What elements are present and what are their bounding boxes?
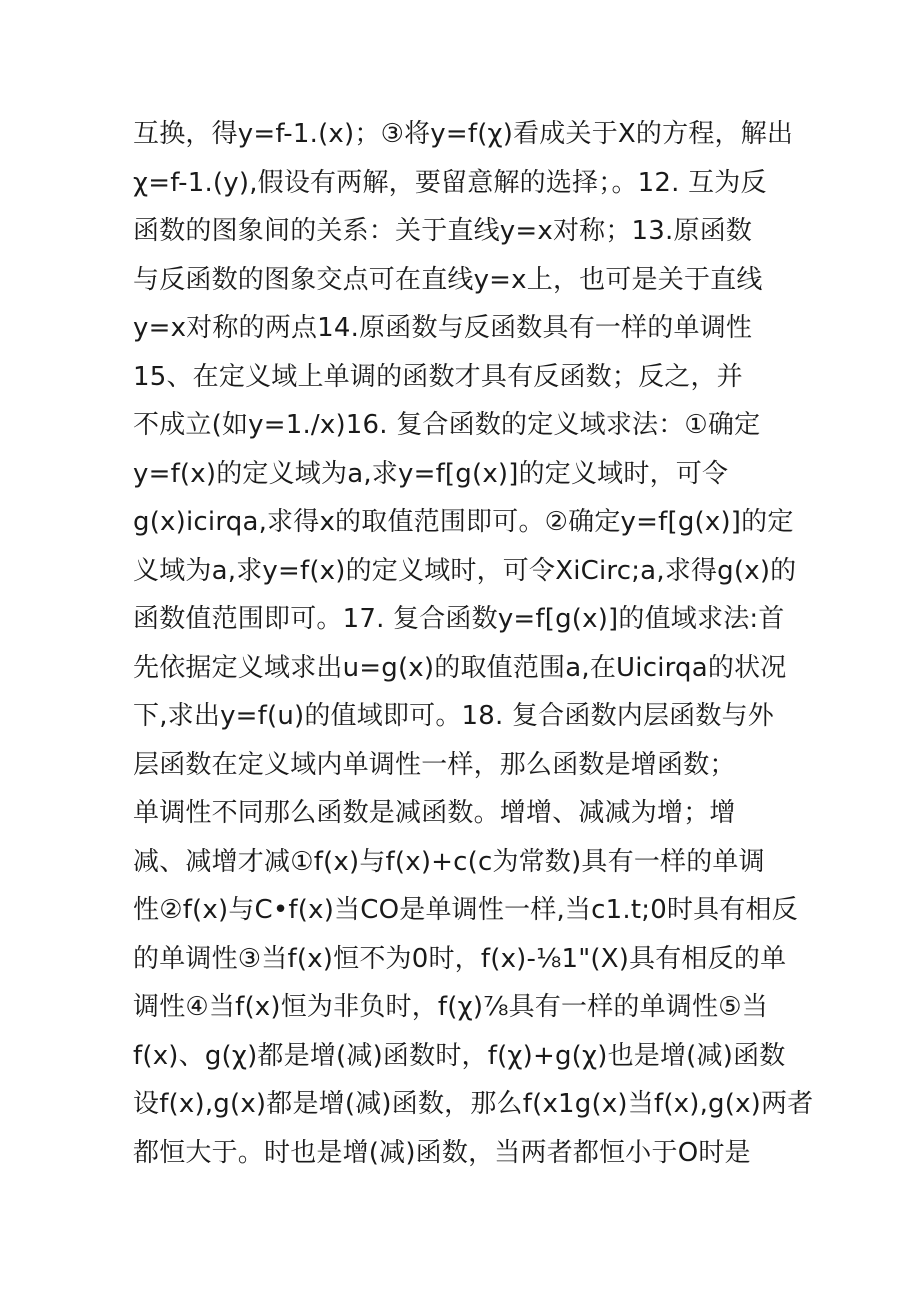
text-line: 互换，得y=f-1.(x)；③将y=f(χ)看成关于X的方程，解出 [133,119,794,149]
text-line: f(x)、g(χ)都是增(减)函数时，f(χ)+g(χ)也是增(减)函数 [133,1040,786,1071]
text-line: χ=f-1.(y),假设有两解，要留意解的选择；。12. 互为反 [133,167,767,198]
text-line: 的单调性③当f(x)恒不为0时，f(x)-⅛1"(X)具有相反的单 [133,943,787,974]
text-line: y=x对称的两点14.原函数与反函数具有一样的单调性 [133,313,753,343]
text-line: 与反函数的图象交点可在直线y=x上，也可是关于直线 [133,264,763,295]
text-line: 设f(x),g(x)都是增(减)函数，那么f(x1g(x)当f(x),g(x)两者 [133,1089,814,1119]
text-line: 层函数在定义域内单调性一样，那么函数是增函数； [133,749,736,780]
text-line: 义域为a,求y=f(x)的定义域时，可令XiCirc;a,求得g(x)的 [133,555,797,586]
text-line: 减、减增才减①f(x)与f(x)+c(c为常数)具有一样的单调 [133,846,765,877]
text-line: g(x)icirqa,求得x的取值范围即可。②确定y=f[g(x)]的定 [133,507,794,537]
text-line: 函数的图象间的关系：关于直线y=x对称；13.原函数 [133,216,753,246]
text-line: 都恒大于。时也是增(减)函数，当两者都恒小于O时是 [133,1137,751,1168]
text-line: 下,求出y=f(u)的值域即可。18. 复合函数内层函数与外 [133,701,774,731]
text-line: 函数值范围即可。17. 复合函数y=f[g(x)]的值域求法:首 [133,604,785,634]
text-line: 单调性不同那么函数是减函数。增增、减减为增；增 [133,798,736,828]
text-line: 性②f(x)与C•f(x)当CO是单调性一样,当c1.t;0时具有相反 [133,895,798,925]
text-line: 先依据定义域求出u=g(x)的取值范围a,在Uicirqa的状况 [133,652,787,683]
text-line: 调性④当f(x)恒为非负时，f(χ)⅞具有一样的单调性⑤当 [133,992,768,1022]
text-line: 不成立(如y=1./x)16. 复合函数的定义域求法：①确定 [133,410,761,440]
text-line: 15、在定义域上单调的函数才具有反函数；反之，并 [133,361,743,392]
body-text [133,110,813,1177]
text-line: y=f(x)的定义域为a,求y=f[g(x)]的定义域时，可令 [133,458,729,489]
